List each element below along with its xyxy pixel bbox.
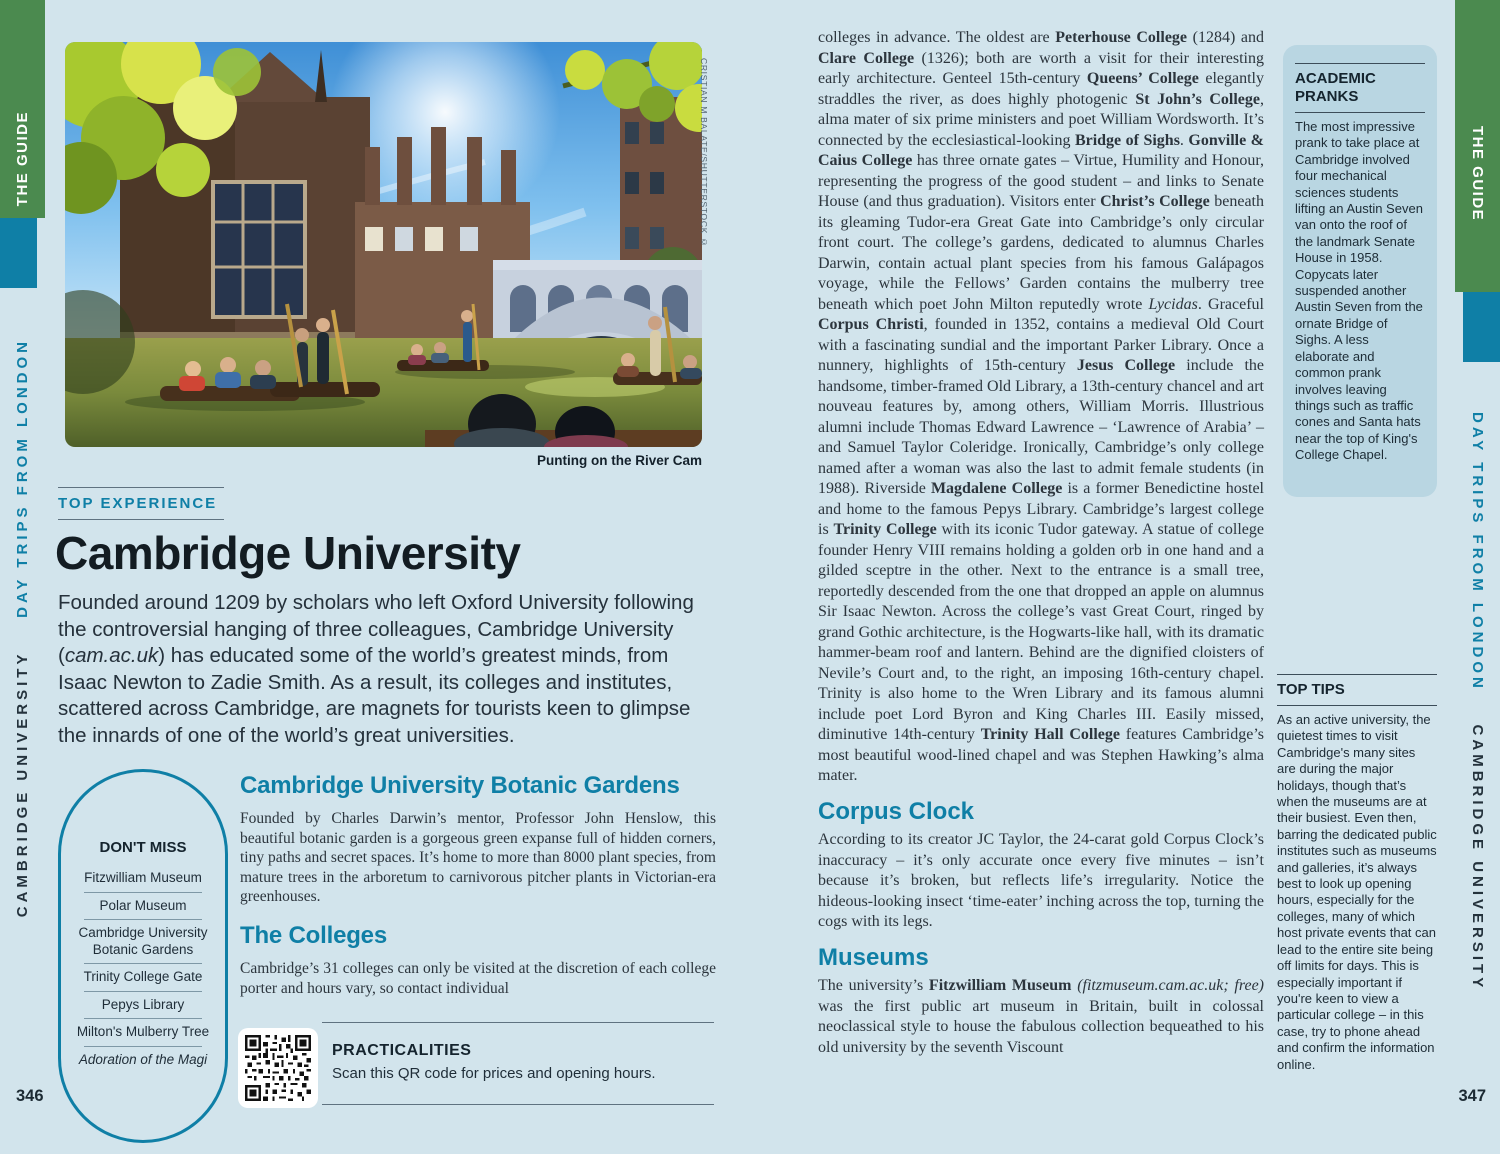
dont-miss-item: Pepys Library <box>101 996 185 1012</box>
left-section-label: DAY TRIPS FROM LONDON <box>14 338 31 619</box>
academic-pranks-body: The most impressive prank to take place at Cambridge involved four mechanical sciences students lifting an Austin Seven van onto the roof of the landmark Senate House in 1958. Copycats later suspended another Austin Seven from the ornate Bridge of Sighs. A less elaborate and common prank involves leaving things such as traffic cones and Santa hats near the top of King's College Chapel. <box>1295 119 1423 463</box>
dont-miss-item: Cambridge University Botanic Gardens <box>78 925 208 957</box>
practicalities-rule-bottom <box>322 1104 714 1105</box>
right-section-label: DAY TRIPS FROM LONDON <box>1469 412 1486 693</box>
right-main-column <box>818 28 1264 1058</box>
left-teal-block <box>0 218 37 288</box>
practicalities-text: Scan this QR code for prices and opening hours. <box>332 1065 656 1082</box>
academic-pranks-box <box>1283 45 1437 497</box>
page-number-right: 347 <box>1458 1087 1486 1105</box>
photo-caption: Punting on the River Cam <box>536 453 702 468</box>
dont-miss-box <box>58 769 228 1143</box>
right-teal-block <box>1463 292 1500 362</box>
divider <box>1277 705 1437 706</box>
section-body: Founded by Charles Darwin’s mentor, Professor John Henslow, this beautiful botanic garden is a gorgeous green expanse full of hidden corners, tiny paths and secret spaces. It’s home to more than 8000 plant species, from mature trees in the arboretum to carnivorous pitcher plants in Victorian-era greenhouses. <box>240 810 716 906</box>
left-guide-tab-label: THE GUIDE <box>14 110 31 206</box>
kicker-label: TOP EXPERIENCE <box>58 495 218 512</box>
museums-paragraph: The university’s Fitzwilliam Museum (fitzmuseum.cam.ac.uk; free) was the first public art museum in Britain, built in colossal neoclassical style to house the fabulous collection bequeathed to his old university by the seventh Viscount <box>818 977 1265 1056</box>
corpus-clock-paragraph: According to its creator JC Taylor, the 24-carat gold Corpus Clock’s inaccuracy – it’s only accurate once every five minutes – isn’t because it’s broken, but reflects life’s irregularity. Notice the hideous-looking insect ‘time-eater’ inching across the top, turning the cogs with its legs. <box>818 831 1264 930</box>
colleges-paragraph: colleges in advance. The oldest are Peterhouse College (1284) and Clare College (1326); both are worth a visit for their interesting early architecture. Genteel 15th-century Queens’ College elegantly straddles the river, as does highly photogenic St John’s College, alma mater of six prime ministers and poet William Wordsworth. It’s connected by the ecclesiastical-looking Bridge of Sighs. Gonville & Caius College has three ornate gates – Virtue, Humility and Honour, representing the progress of the good student – and links to Senate House (and thus graduation). Visitors enter Christ’s College beneath its gleaming Tudor-era Great Gate into Cambridge’s only circular front court. The college’s gardens, dedicated to alumnus Charles Darwin, contain actual plant species from his famous Galápagos voyage, while the Fellows’ Garden contains the mulberry tree beneath which poet John Milton reputedly wrote Lycidas. Graceful Corpus Christi, founded in 1352, contains a medieval Old Court with a fascinating sundial and the important Parker Library. Once a nunnery, highlights of 15th-century Jesus College include the handsome, timber-framed Old Library, a 13th-century chancel and art nouveau features by, among others, William Morris. Illustrious alumni include Thomas Edward Lawrence – ‘Lawrence of Arabia’ – and Samuel Taylor Coleridge. Ironically, Cambridge’s only college named after a woman was also the last to admit female students (in 1988). Riverside Magdalene College is a former Benedictine hostel and home to the famous Pepys Library. Cambridge’s largest college is Trinity College with its iconic Tudor gateway. A statue of college founder Henry VIII remains holding a golden orb in one hand and a gilded sceptre in the other. Next to the entrance is a small tree, reportedly descended from the one that dropped an apple on alumnus Sir Isaac Newton. Across the college’s vast Great Court, ringed by grand Gothic architecture, is the Hogwarts-like hall, with its dramatic hammer-beam roof and lantern. Behind are the dignified cloisters of Nevile’s Court and, to the right, an imposing 16th-century chapel. Trinity is also home to the Wren Library and its famous alumni include poet Lord Byron and King Charles III. Easily missed, diminutive 14th-century Trinity Hall College features Cambridge’s most beautiful wood-lined chapel and was Stephen Hawking’s alma mater. <box>818 29 1265 784</box>
divider <box>1295 112 1425 113</box>
qr-code-icon <box>238 1028 318 1108</box>
practicalities-rule-top <box>322 1022 714 1023</box>
right-chapter-label: CAMBRIDGE UNIVERSITY <box>1469 724 1486 992</box>
page-title: Cambridge University <box>55 527 521 579</box>
right-guide-tab-label: THE GUIDE <box>1469 126 1486 222</box>
section-heading: Cambridge University Botanic Gardens <box>240 772 680 799</box>
photo-credit: CRISTIAN M BALATE/SHUTTERSTOCK © <box>699 58 709 248</box>
dont-miss-item: Trinity College Gate <box>83 969 203 984</box>
practicalities-title: PRACTICALITIES <box>332 1042 472 1059</box>
dont-miss-list <box>76 865 210 1073</box>
page-number-left: 346 <box>16 1087 44 1105</box>
museums-heading: Museums <box>818 943 929 971</box>
section-body: Cambridge’s 31 colleges can only be visited at the discretion of each college porter and hours vary, so contact individual <box>240 960 716 997</box>
intro-paragraph: Founded around 1209 by scholars who left Oxford University following the controversial hanging of three colleagues, Cambridge University (cam.ac.uk) has educated some of the world’s greatest minds, from Isaac Newton to Zadie Smith. As a result, its colleges and institutes, scattered across Cambridge, are magnets for tourists keen to glimpse the innards of one of the world’s great universities. <box>58 591 694 747</box>
kicker-block <box>58 487 224 520</box>
dont-miss-title: DON'T MISS <box>99 839 187 856</box>
divider <box>1277 674 1437 675</box>
academic-pranks-title: ACADEMIC PRANKS <box>1295 70 1376 105</box>
top-tips-body: As an active university, the quietest times to visit Cambridge's many sites are during the major holidays, though that’s when the museums are at their busiest. Even then, barring the dedicated public institutes such as museums and galleries, it’s always best to look up opening hours, especially for the colleges, many of which host private events that can lead to the entire site being off limits for days. This is especially important if you're keen to view a particular college – in this case, try to phone ahead and confirm the information online. <box>1277 712 1437 1072</box>
corpus-clock-heading: Corpus Clock <box>818 797 975 825</box>
section-botanic-gardens <box>240 772 716 907</box>
top-tips-box <box>1277 668 1437 1073</box>
section-the-colleges <box>240 922 716 998</box>
punting-photo-art <box>65 42 702 447</box>
right-guide-tab <box>1455 0 1500 292</box>
dont-miss-item: Adoration of the Magi <box>78 1051 208 1067</box>
dont-miss-item: Fitzwilliam Museum <box>84 870 202 885</box>
top-tips-title: TOP TIPS <box>1277 681 1345 698</box>
right-edge-label <box>1455 372 1500 1032</box>
left-chapter-label: CAMBRIDGE UNIVERSITY <box>14 650 31 918</box>
left-edge-label <box>0 288 45 968</box>
dont-miss-item: Milton's Mulberry Tree <box>76 1024 210 1039</box>
divider <box>1295 63 1425 64</box>
punting-photo <box>65 42 702 447</box>
left-guide-tab <box>0 0 45 218</box>
dont-miss-item: Polar Museum <box>99 897 187 913</box>
section-heading: The Colleges <box>240 922 387 949</box>
